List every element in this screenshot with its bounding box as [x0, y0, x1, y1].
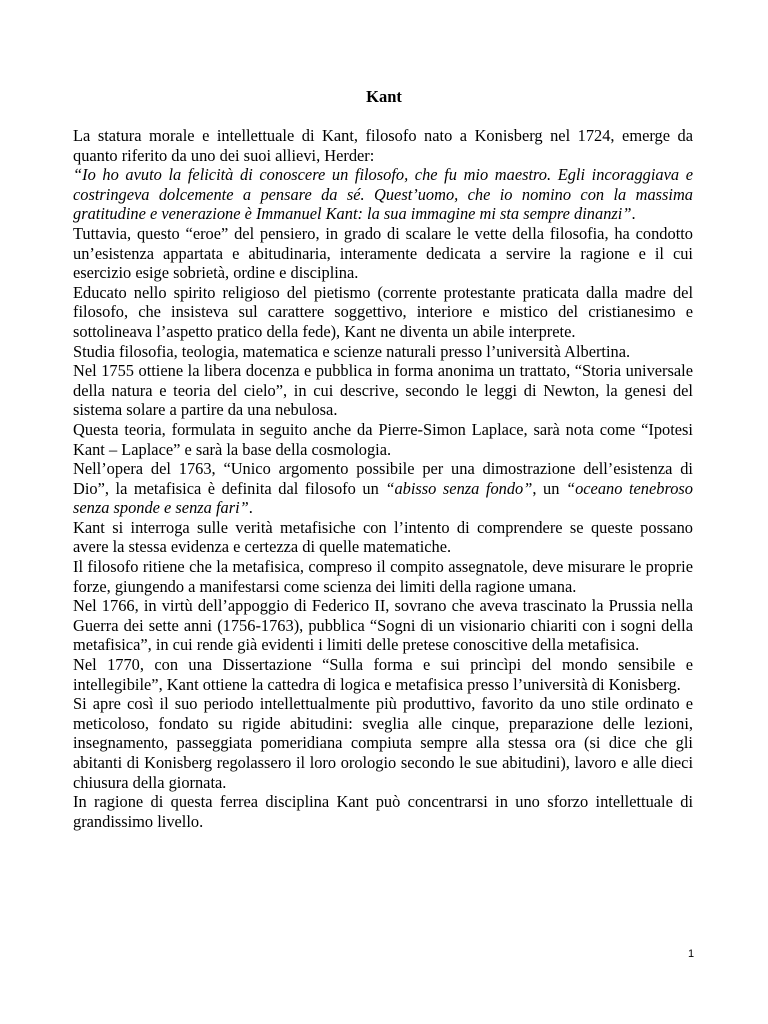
- italic-quote: “abisso senza fondo”: [385, 478, 533, 498]
- text-run: In ragione di questa ferrea disciplina Kant può concentrarsi in uno sforzo intellettuale di grandissimo livello.: [73, 792, 693, 831]
- text-run: Studia filosofia, teologia, matematica e scienze naturali presso l’università Albertina.: [73, 341, 631, 361]
- paragraph: [73, 518, 693, 557]
- paragraph: [73, 557, 693, 596]
- text-run: Nel 1766, in virtù dell’appoggio di Federico II, sovrano che aveva trascinato la Prussia nella Guerra dei sette anni (1756-1763), pubblica “Sogni di un visionario chiariti con i sogni della metafisica”, in cui rende già evidenti i limiti delle pretese conoscitive della metafisica.: [73, 596, 693, 655]
- text-run: Nell’opera del 1763, “Unico argomento possibile per una dimostrazione dell’esistenza di Dio”, la metafisica è definita dal filosofo un: [73, 459, 693, 498]
- text-run: La statura morale e intellettuale di Kant, filosofo nato a Konisberg nel 1724, emerge da quanto riferito da uno dei suoi allievi, Herder:: [73, 126, 693, 165]
- text-run: , un: [532, 478, 566, 498]
- paragraph: [73, 694, 693, 792]
- text-run: Il filosofo ritiene che la metafisica, compreso il compito assegnatole, deve misurare le proprie forze, giungendo a manifestarsi come scienza dei limiti della ragione umana.: [73, 557, 693, 596]
- document-title: Kant: [366, 87, 402, 106]
- paragraph: [73, 126, 693, 165]
- paragraph: [73, 283, 693, 342]
- text-run: Educato nello spirito religioso del pietismo (corrente protestante praticata dalla madre del filosofo, che insisteva sul carattere soggettivo, interiore e mistico del cristianesimo e sottolineava l’aspetto pratico della fede), Kant ne diventa un abile interprete.: [73, 282, 693, 341]
- paragraph: [73, 420, 693, 459]
- paragraph: [73, 655, 693, 694]
- text-run: Questa teoria, formulata in seguito anche da Pierre-Simon Laplace, sarà nota come “Ipotesi Kant – Laplace” e sarà la base della cosmologia.: [73, 419, 693, 459]
- text-run: .: [248, 498, 253, 518]
- text-run: .: [631, 204, 636, 224]
- paragraph: [73, 224, 693, 283]
- italic-quote: “Io ho avuto la felicità di conoscere un filosofo, che fu mio maestro. Egli incoraggiava e costringeva dolcemente a pensare da sé. Quest’uomo, che io nomino con la massima gratitudine e venerazione è Immanuel Kant: la sua immagine mi sta sempre dinanzi”: [73, 165, 693, 224]
- paragraph: [73, 342, 693, 362]
- document-body: [73, 126, 693, 831]
- paragraph: [73, 361, 693, 420]
- paragraph: [73, 165, 693, 224]
- page-number: 1: [687, 948, 695, 960]
- text-run: Tuttavia, questo “eroe” del pensiero, in grado di scalare le vette della filosofia, ha condotto un’esistenza appartata e abitudinaria, interamente dedicata a servire la ragione e il cui esercizio esige sobrietà, ordine e disciplina.: [73, 223, 693, 283]
- text-run: Kant si interroga sulle verità metafisiche con l’intento di comprendere se queste possano avere la stessa evidenza e certezza di quelle matematiche.: [73, 517, 693, 557]
- italic-quote: “oceano tenebroso senza sponde e senza fari”: [73, 478, 694, 518]
- text-run: Nel 1770, con una Dissertazione “Sulla forma e sui princìpi del mondo sensibile e intellegibile”, Kant ottiene la cattedra di logica e metafisica presso l’università di Konisberg.: [73, 655, 693, 694]
- text-run: Si apre così il suo periodo intellettualmente più produttivo, favorito da uno stile ordinato e meticoloso, fondato su rigide abitudini: sveglia alle cinque, preparazione delle lezioni, insegnamento, passeggiata pomeridiana compiuta sempre alla stessa ora (si dice che gli abitanti di Konisberg regolassero il loro orologio secondo le sue abitudini), lavoro e alle dieci chiusura della giornata.: [73, 694, 693, 792]
- paragraph: [73, 792, 693, 831]
- paragraph: [73, 596, 693, 655]
- text-run: Nel 1755 ottiene la libera docenza e pubblica in forma anonima un trattato, “Storia universale della natura e teoria del cielo”, in cui descrive, secondo le leggi di Newton, la genesi del sistema solare a partire da una nebulosa.: [73, 361, 693, 420]
- paragraph: [73, 459, 693, 518]
